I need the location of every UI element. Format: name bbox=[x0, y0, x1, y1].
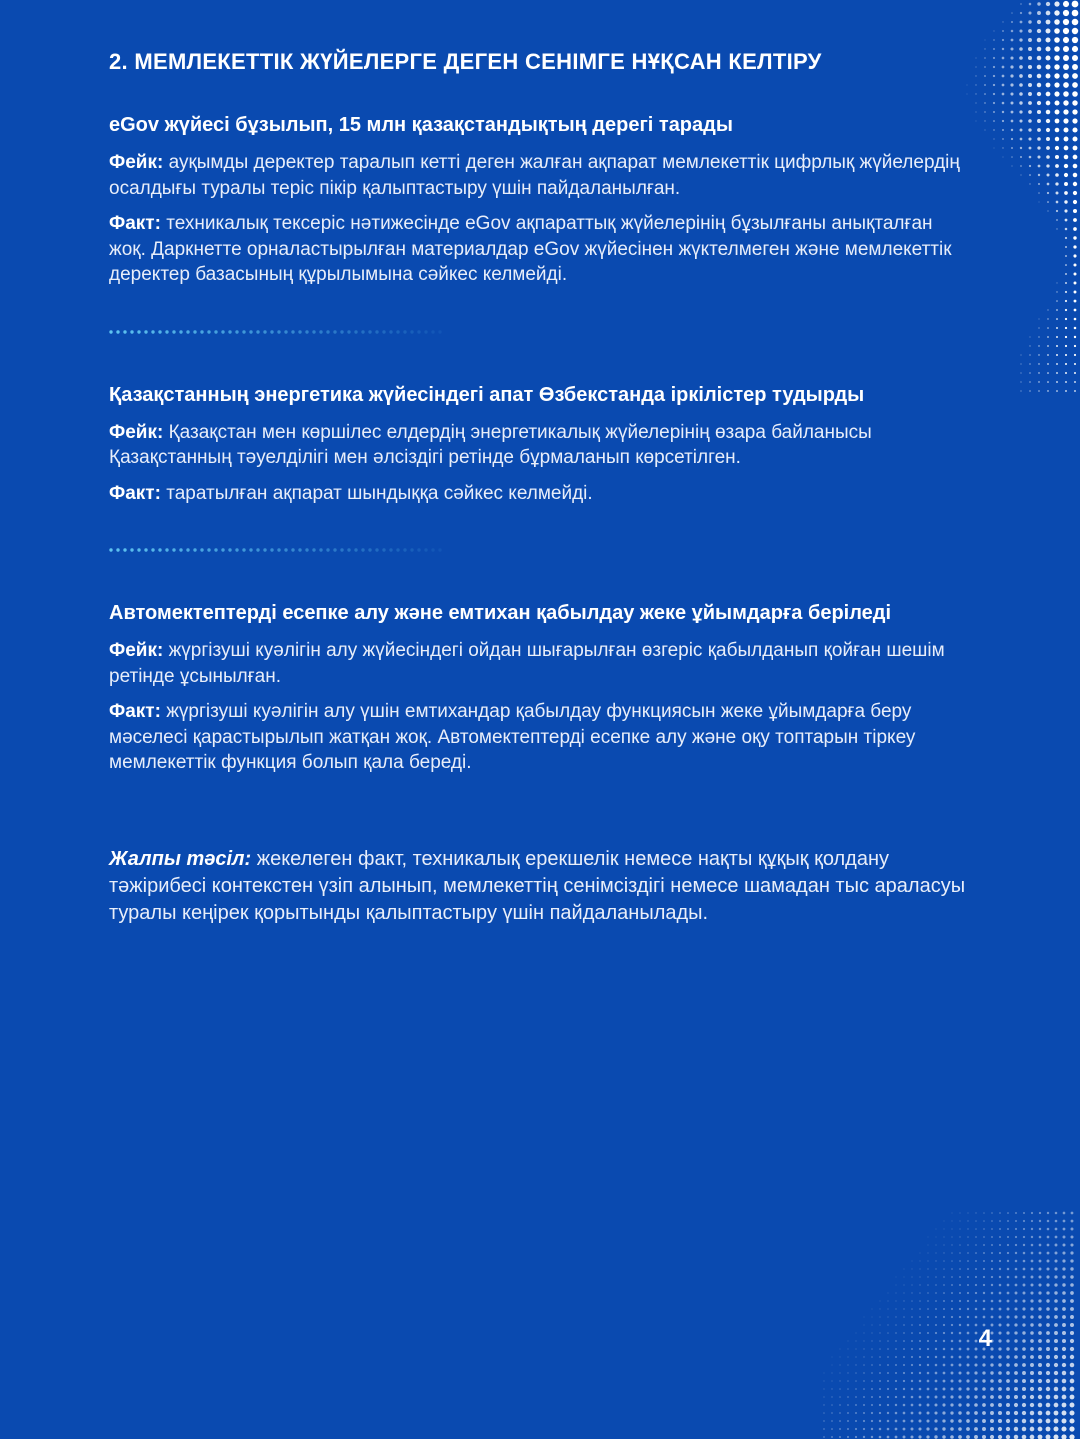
fact-label: Факт: bbox=[109, 701, 161, 722]
fact-label: Факт: bbox=[109, 482, 161, 504]
summary-text: жекелеген факт, техникалық ерекшелік немесе нақты құқық қолдану тәжірибесі контекстен үзіп алынып, мемлекеттің сенімсіздігі немесе шамадан тыс араласуы туралы кеңірек қорытынды қалыптастыру үшін пайдаланылады. bbox=[109, 847, 966, 924]
item-title: Қазақстанның энергетика жүйесіндегі апат Өзбекстанда іркілістер тудырды bbox=[109, 383, 865, 406]
dotted-divider bbox=[109, 548, 444, 552]
fact-paragraph bbox=[109, 481, 969, 507]
dotted-divider bbox=[109, 330, 444, 334]
fake-paragraph bbox=[109, 150, 969, 201]
fact-check-item bbox=[109, 382, 969, 507]
fake-text: жүргізуші куәлігін алу жүйесіндегі ойдан шығарылған өзгеріс қабылданып қойған шешім ретінде ұсынылған. bbox=[109, 640, 945, 687]
fact-check-item bbox=[109, 600, 969, 776]
section-title: 2. МЕМЛЕКЕТТІК ЖҮЙЕЛЕРГЕ ДЕГЕН СЕНІМГЕ НҰҚСАН КЕЛТІРУ bbox=[109, 49, 822, 74]
fake-paragraph bbox=[109, 420, 969, 471]
fact-text: жүргізуші куәлігін алу үшін емтихандар қабылдау функциясын жеке ұйымдарға беру мәселесі қарастырылып жатқан жоқ. Автомектептерді есепке алу және оқу топтарын тіркеу мемлекеттік функция болып қала береді. bbox=[109, 701, 916, 773]
summary-label: Жалпы тәсіл: bbox=[109, 847, 252, 870]
fake-text: ауқымды деректер таралып кетті деген жалған ақпарат мемлекеттік цифрлық жүйелердің осалдығы туралы теріс пікір қалыптастыру үшін пайдаланылған. bbox=[109, 152, 960, 199]
fact-paragraph bbox=[109, 211, 969, 288]
fake-text: Қазақстан мен көршілес елдердің энергетикалық жүйелерінің өзара байланысы Қазақстанның тәуелділігі мен әлсіздігі ретінде бұрмаланып көрсетілген. bbox=[109, 421, 872, 468]
fact-text: таратылған ақпарат шындыққа сәйкес келмейді. bbox=[166, 482, 593, 504]
fact-text: техникалық тексеріс нәтижесінде eGov ақпараттық жүйелерінің бұзылғаны анықталған жоқ. Даркнетте орналастырылған материалдар eGov жүйесінен жүктелмеген және мемлекеттік деректер базасының құрылымына сәйкес келмейді. bbox=[109, 213, 952, 285]
fact-paragraph bbox=[109, 699, 969, 776]
item-title: Автомектептерді есепке алу және емтихан қабылдау жеке ұйымдарға беріледі bbox=[109, 602, 892, 624]
item-title: eGov жүйесі бұзылып, 15 млн қазақстандықтың дерегі тарады bbox=[109, 114, 733, 136]
summary-paragraph bbox=[109, 846, 969, 927]
fake-label: Фейк: bbox=[109, 421, 164, 443]
fake-label: Фейк: bbox=[109, 152, 164, 173]
fake-label: Фейк: bbox=[109, 640, 164, 661]
fact-label: Факт: bbox=[109, 213, 161, 234]
content bbox=[109, 46, 969, 947]
page-number: 4 bbox=[978, 1325, 992, 1352]
dot-pattern-bottom-decoration bbox=[820, 1209, 1080, 1439]
fact-check-item bbox=[109, 112, 969, 288]
fake-paragraph bbox=[109, 638, 969, 689]
